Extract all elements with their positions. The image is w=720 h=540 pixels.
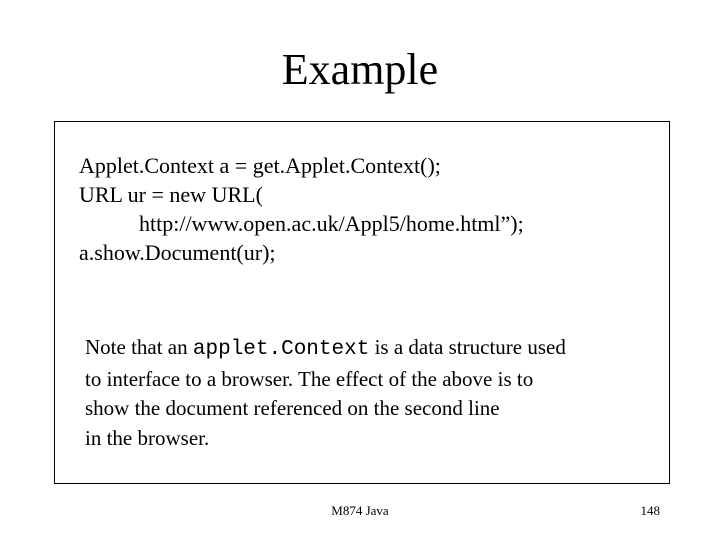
- note-block: [85, 333, 566, 453]
- code-line-2: URL ur = new URL(: [79, 182, 263, 207]
- slide-title: Example: [281, 45, 439, 94]
- footer-course-label: M874 Java: [331, 503, 389, 518]
- note-line-2: to interface to a browser. The effect of the above is to: [85, 366, 534, 391]
- note-line-1-suffix: is a data structure used: [369, 335, 566, 359]
- note-line-1-prefix: Note that an: [85, 335, 193, 359]
- note-line-1: [85, 333, 566, 365]
- code-block: [79, 151, 524, 267]
- note-line-4: in the browser.: [85, 425, 210, 450]
- content-box: [54, 121, 670, 484]
- note-inline-code: applet.Context: [192, 338, 370, 361]
- note-line-3: show the document referenced on the second line: [85, 396, 500, 420]
- code-line-3: http://www.open.ac.uk/Appl5/home.html”);: [139, 211, 524, 236]
- footer-page-number: 148: [640, 503, 660, 518]
- code-line-1: Applet.Context a = get.Applet.Context();: [79, 153, 441, 178]
- code-line-4: a.show.Document(ur);: [79, 240, 276, 265]
